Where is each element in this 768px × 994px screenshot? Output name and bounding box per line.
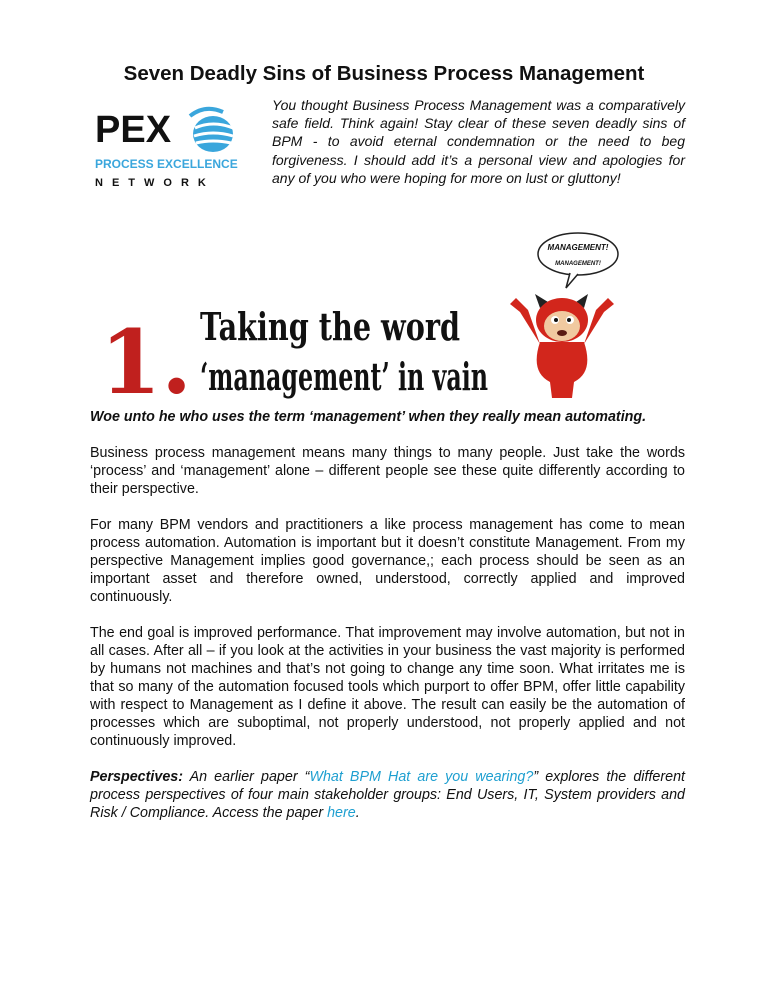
pex-logo: [95, 106, 240, 190]
sin-title-line1: Taking the word: [200, 304, 460, 349]
text: .: [355, 805, 360, 821]
paragraph: The end goal is improved performance. That improvement may involve automation, but not in all cases. After all – if you look at the activities in your business the vast majority is performed by humans not machines and that’s not going to change any time soon. What irritates me is that so many of the automation focused tools which purport to offer BPM, offer little capability with respect to Management as I define it above. The result can easily be the automation of processes which are suboptimal, not properly understood, not properly applied and not continuously improved.: [90, 625, 685, 749]
page-title: Seven Deadly Sins of Business Process Management: [123, 62, 645, 85]
sin-heading-banner: [100, 295, 490, 414]
intro-text: You thought Business Process Management was a comparatively safe field. Think again! Stay clear of these seven deadly sins of BPM - to avoid eternal condemnation or the need to beg forgiveness. I should add it’s a personal view and apologies for any of you who were hoping for more on lust or gluttony!: [272, 97, 685, 186]
speech-line2: MANAGEMENT!: [555, 261, 601, 267]
logo-main: PEX: [95, 109, 172, 151]
lead-sentence: Woe unto he who uses the term ‘management’ when they really mean automating.: [90, 409, 647, 425]
here-link[interactable]: here: [327, 805, 356, 821]
perspectives-paragraph: [90, 768, 685, 822]
logo-line2: NETWORK: [95, 177, 215, 189]
sin-title-line2: ‘management’ in vain: [200, 354, 488, 399]
article-body: [90, 408, 685, 840]
perspectives-label: Perspectives:: [90, 769, 183, 785]
paper-link[interactable]: What BPM Hat are you wearing?: [309, 769, 534, 785]
paragraph: Business process management means many things to many people. Just take the words ‘process’ and ‘management’ alone – different people see these quite differently according to their perspective.: [90, 445, 685, 497]
devil-illustration: [500, 232, 620, 402]
speech-line1: MANAGEMENT!: [547, 243, 609, 252]
text: ” explores the different process perspectives of four main stakeholder groups: End Users, IT, System providers and Risk / Compliance. Access the paper: [90, 769, 686, 821]
sin-number: 1.: [100, 310, 192, 414]
logo-line1: PROCESS EXCELLENCE: [95, 157, 238, 171]
text: An earlier paper “: [183, 769, 310, 785]
paragraph: For many BPM vendors and practitioners a like process management has come to mean process automation. Automation is important but it doesn’t constitute Management. From my perspective Management implies good governance,; each process should be seen as an important asset and therefore owned, understood, correctly applied and improved continuously.: [90, 517, 685, 605]
